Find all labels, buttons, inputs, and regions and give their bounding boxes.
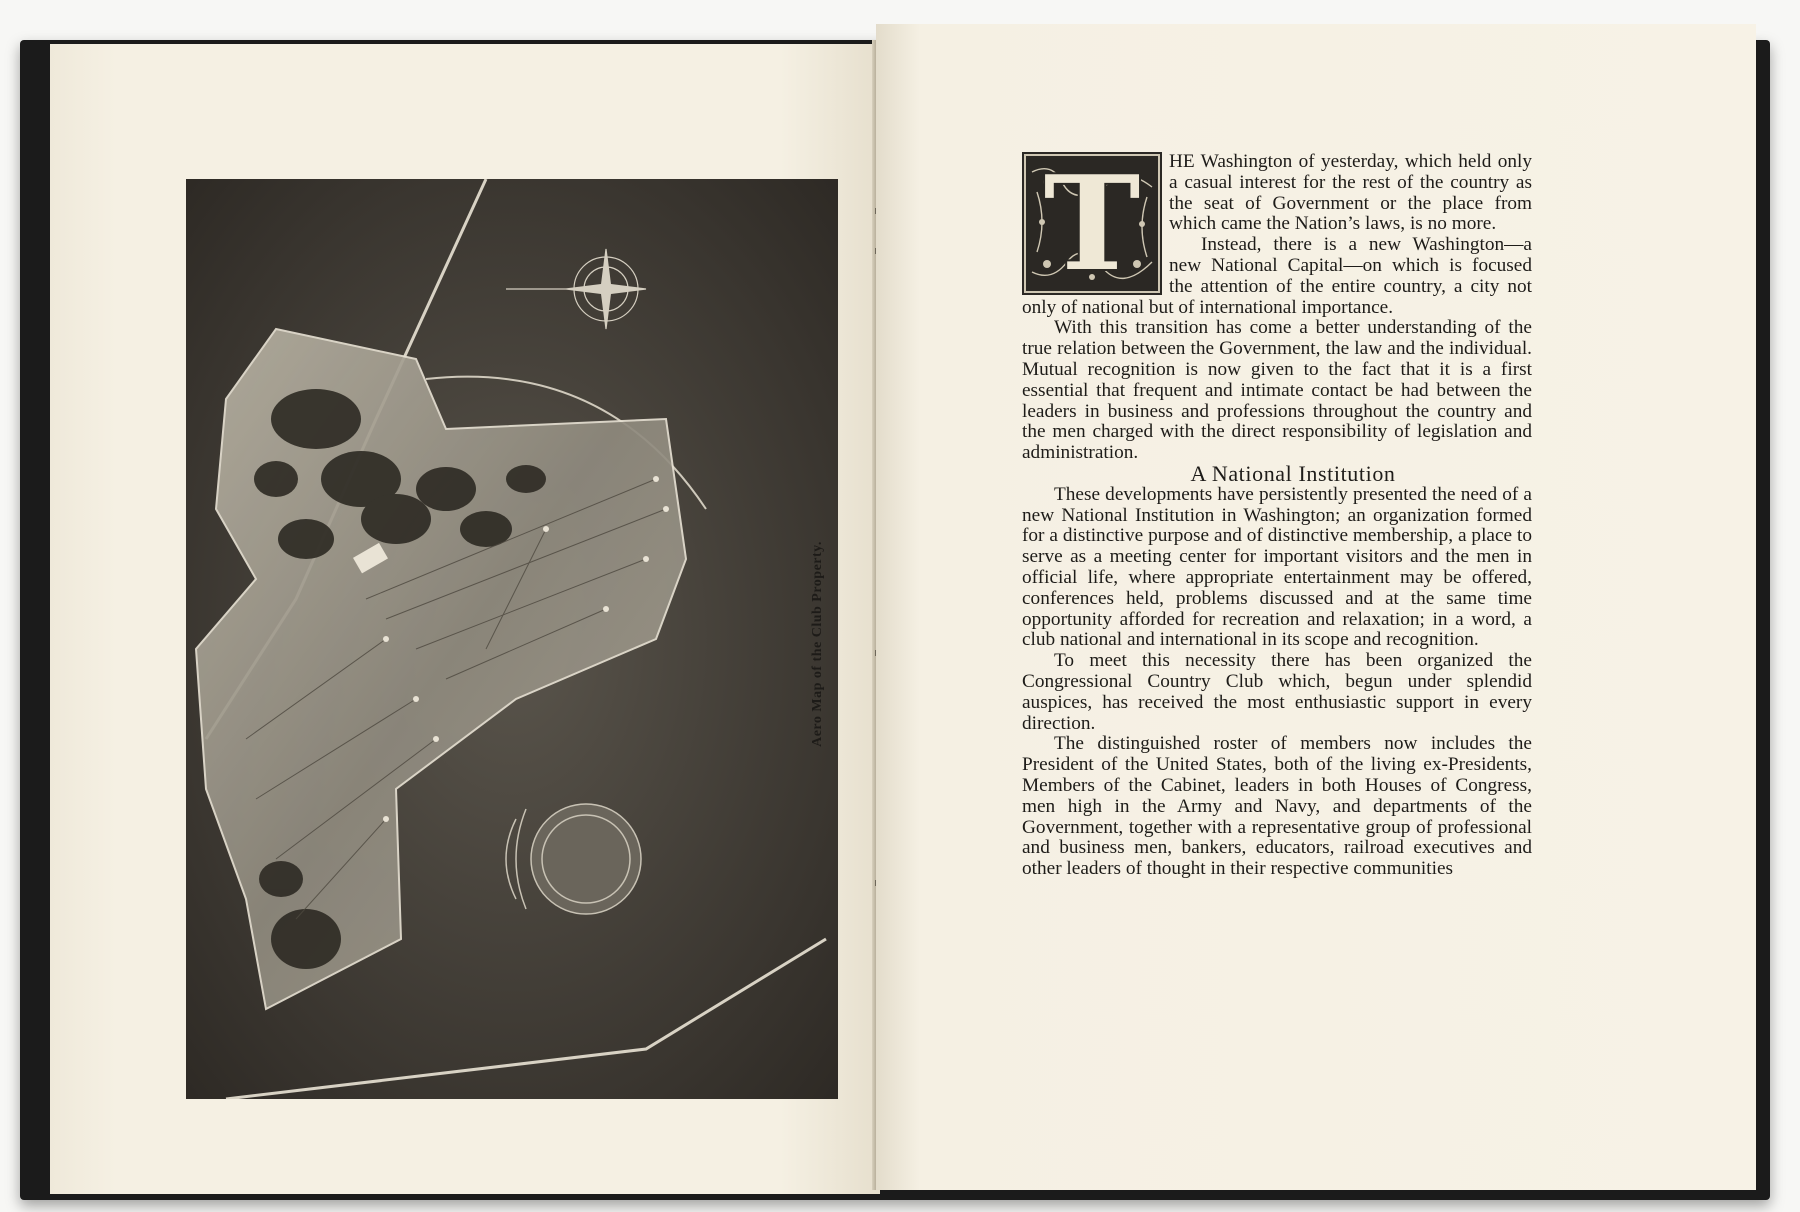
paragraph: These developments have persistently presented the need of a new National Institution in Washington; an organization formed for a distinctive purpose and of distinctive membership, a place to serve as a meeting center for important visitors and the men in official life, where appropriate entertainment may be offered, conferences held, problems discussed and at the same time opportunity afforded for recreation and relaxation; in a word, a club national and international in its scope and recognition. bbox=[1022, 483, 1532, 651]
paragraph: Instead, there is a new Washington—a new National Capital—on which is focused the attention of the entire country, a city not only of national but of international importance. bbox=[1022, 234, 1532, 318]
ornamental-drop-cap bbox=[1022, 146, 1162, 300]
body-text bbox=[1022, 146, 1532, 880]
map-caption: Aero Map of the Club Property. bbox=[810, 541, 825, 747]
left-page bbox=[50, 44, 880, 1194]
paragraph: HE Washington of yesterday, which held only a casual interest for the rest of the country as the seat of Government or the place from which came the Nation’s laws, is no more. bbox=[1169, 151, 1532, 235]
paragraph: With this transition has come a better understanding of the true relation between the Government, the law and the individual. Mutual recognition is now given to the fact that it is a first essential that frequent and intimate contact be had between the leaders in business and professions throughout the country and the men charged with the direct responsibility of legislation and administration. bbox=[1022, 317, 1532, 464]
section-heading: A National Institution bbox=[1190, 460, 1396, 486]
paragraph: To meet this necessity there has been organized the Congressional Country Club which, begun under splendid auspices, has received the most enthusiastic support in every direction. bbox=[1022, 650, 1532, 734]
paragraph: The distinguished roster of members now includes the President of the United States, both of the living ex-Presidents, Members of the Cabinet, leaders in both Houses of Congress, men high in the Army and Navy, and departments of the Government, together with a representative group of professional and business men, bankers, educators, railroad executives and other leaders of thought in their respective communities bbox=[1022, 733, 1532, 880]
aerial-map-illustration bbox=[186, 179, 838, 1099]
aerial-map-photo bbox=[186, 179, 838, 1099]
drop-cap-letter: T bbox=[1043, 146, 1141, 300]
